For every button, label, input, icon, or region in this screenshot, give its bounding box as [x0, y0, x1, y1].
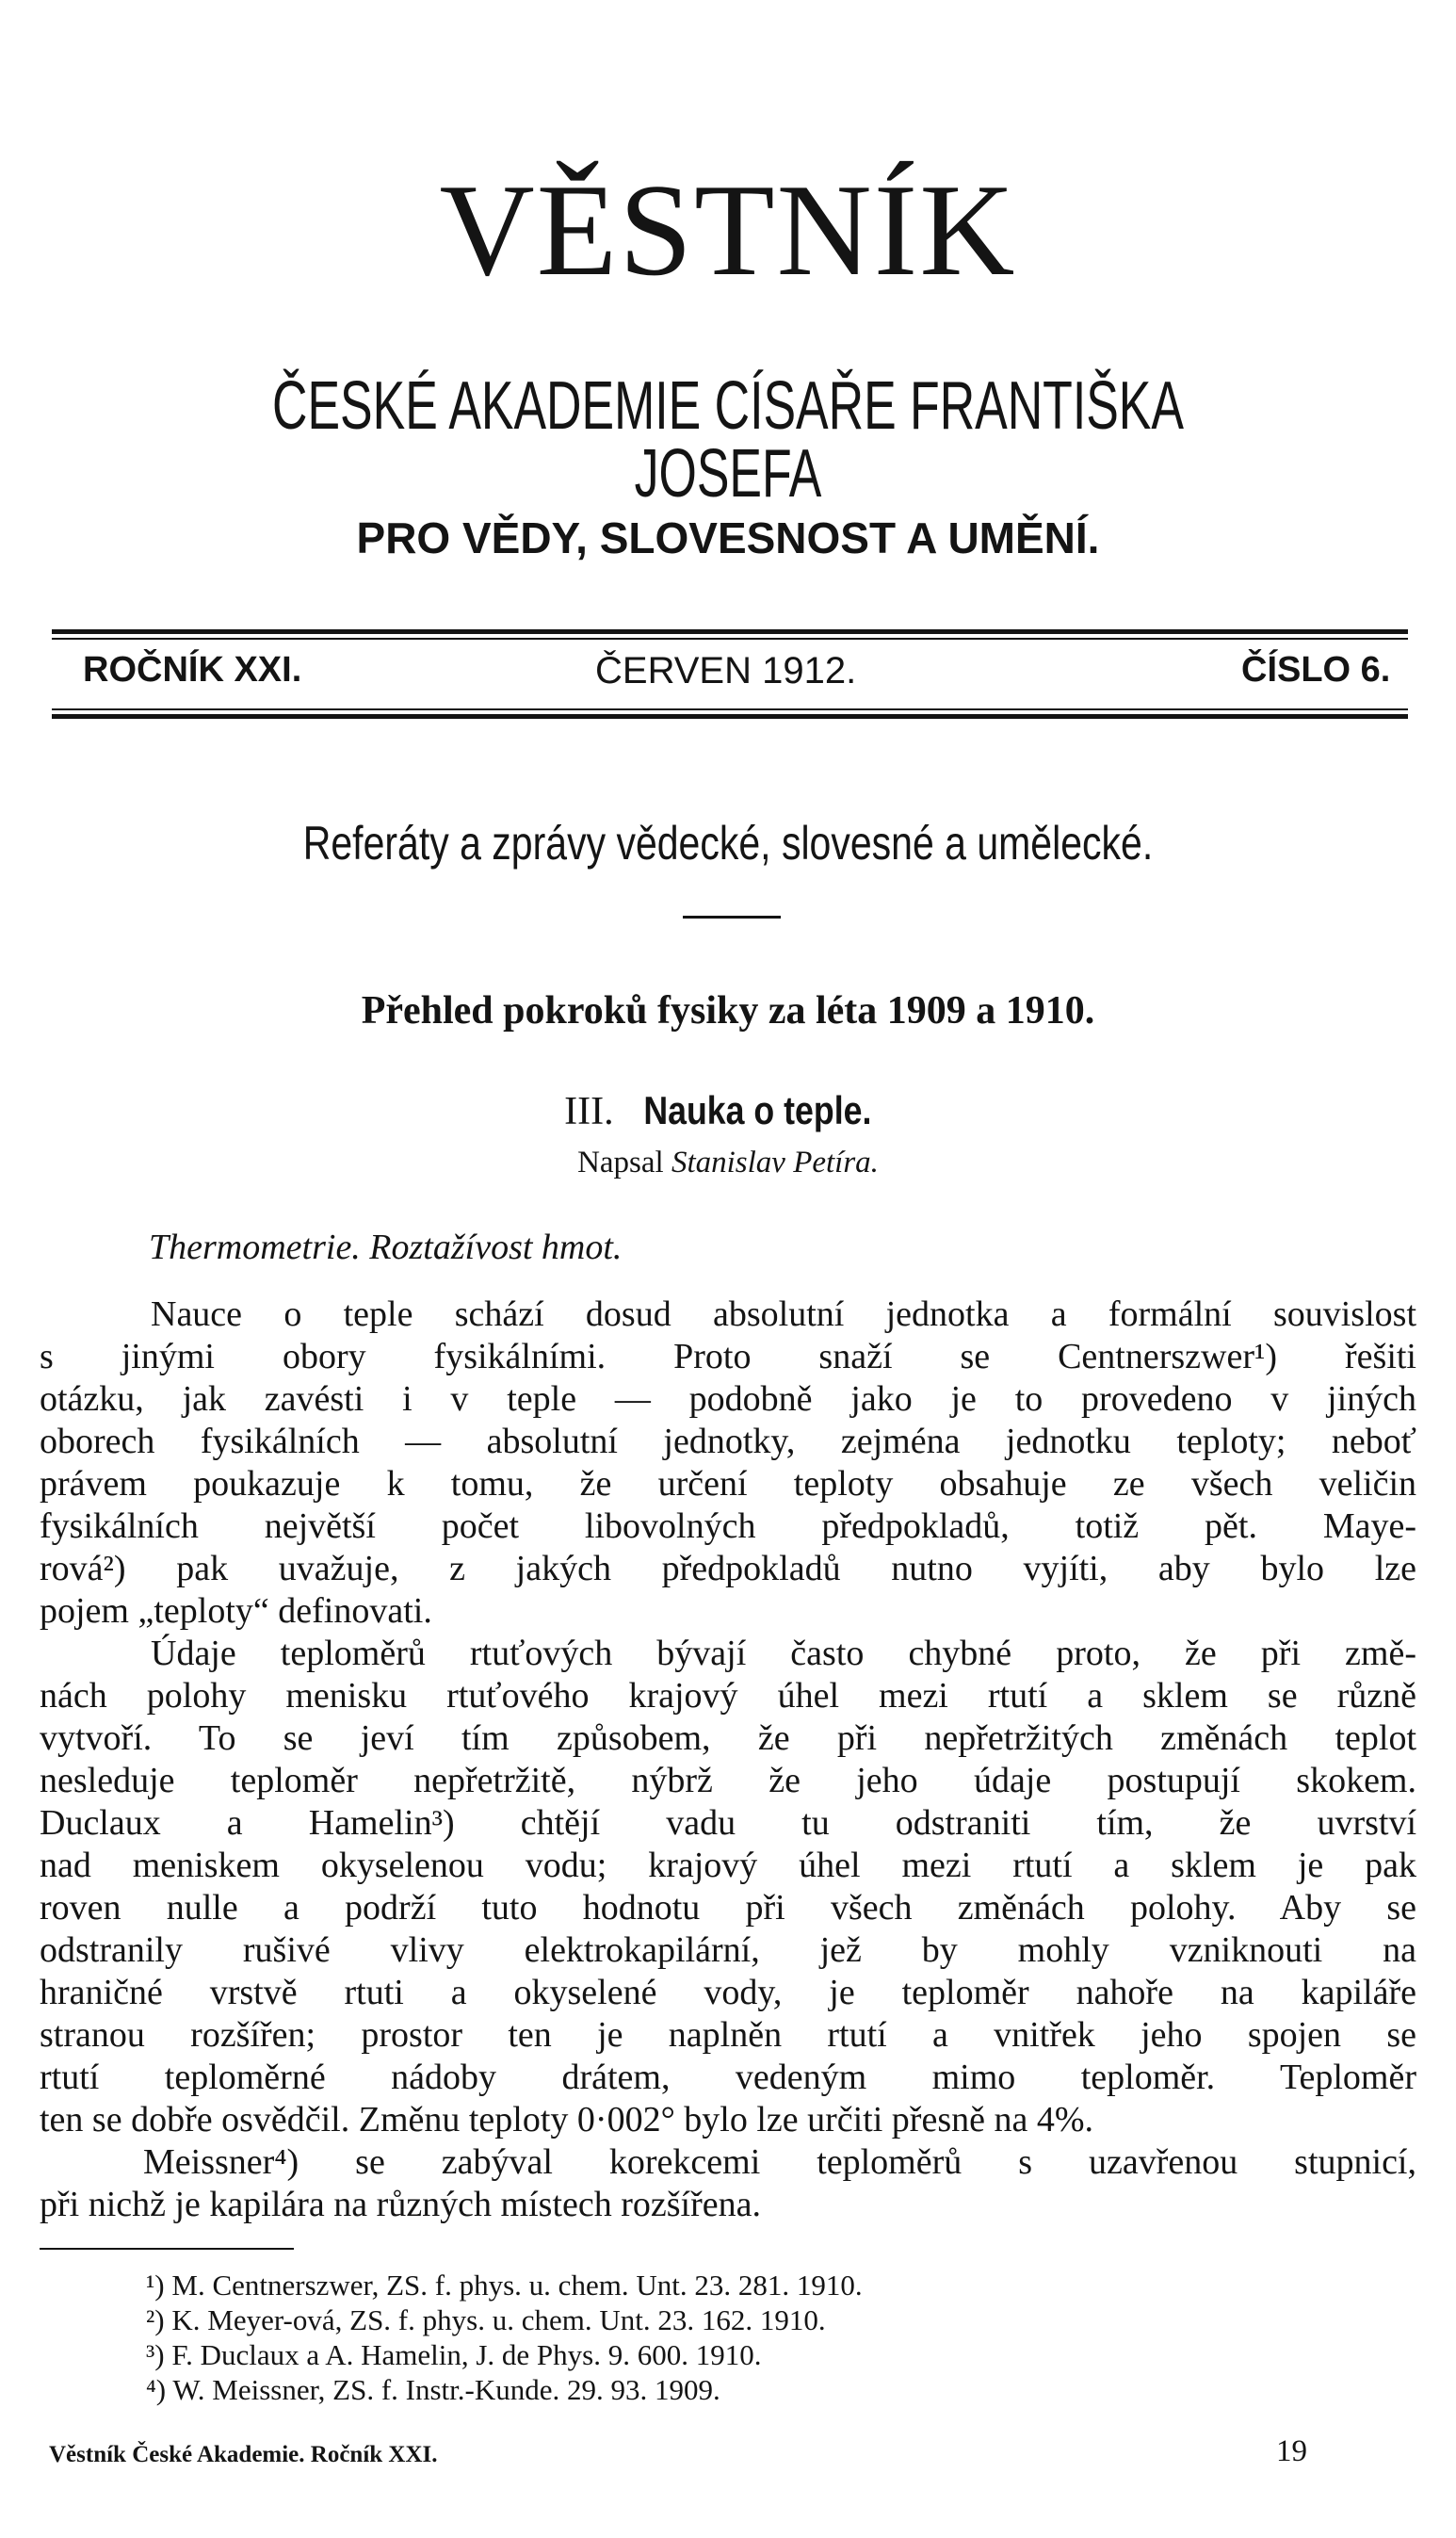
text-line: otázku, jak zavésti i v teple — podobně jako je to provedeno v jiných: [40, 1379, 1416, 1419]
text-line: při nichž je kapilára na různých místech rozšířena.: [40, 2185, 761, 2224]
text-line: Údaje teploměrů rtuťových bývají často chybné proto, že při změ-: [151, 1634, 1416, 1673]
footnote-mark: ¹): [146, 2269, 165, 2302]
section-divider: [683, 916, 781, 919]
footnote-rule: [40, 2248, 294, 2250]
section-title: Referáty a zprávy vědecké, slovesné a umělecké.: [302, 817, 1154, 870]
footnote-text: W. Meissner, ZS. f. Instr.-Kunde. 29. 93. 1909.: [172, 2373, 720, 2406]
text-line: stranou rozšířen; prostor ten je naplněn rtutí a vnitřek jeho spojen se: [40, 2015, 1416, 2055]
paragraph-1: [40, 1293, 1416, 1633]
issue-date: ČERVEN 1912.: [595, 650, 857, 691]
footnote-3: [146, 2337, 863, 2372]
journal-subtitle: PRO VĚDY, SLOVESNOST A UMĚNÍ.: [356, 513, 1100, 562]
journal-title: VĚSTNÍK: [439, 157, 1017, 303]
footnote-mark: ⁴): [146, 2373, 167, 2406]
text-line: fysikálních největší počet libovolných předpokladů, totiž pět. Maye-: [40, 1506, 1416, 1546]
running-footer: Věstník České Akademie. Ročník XXI.: [49, 2442, 438, 2467]
header-rule-bottom-thin: [52, 708, 1408, 710]
header-rule-top: [52, 629, 1408, 634]
chapter-number: III.: [564, 1090, 614, 1133]
page-number: 19: [1276, 2434, 1307, 2468]
chapter-title: Nauka o teple.: [643, 1088, 872, 1132]
footnote-2: [146, 2302, 863, 2337]
author-name: Stanislav Petíra.: [671, 1146, 879, 1180]
text-line: vytvoří. To se jeví tím způsobem, že při nepřetržitých změnách teplot: [40, 1718, 1416, 1758]
paragraph-2: [40, 1633, 1416, 2141]
footnote-text: F. Duclaux a A. Hamelin, J. de Phys. 9. 600. 1910.: [171, 2338, 762, 2371]
footnotes: [146, 2268, 863, 2407]
text-line: Duclaux a Hamelin³) chtějí vadu tu odstraniti tím, že uvrství: [40, 1803, 1416, 1843]
text-line: Nauce o teple schází dosud absolutní jednotka a formální souvislost: [151, 1294, 1416, 1334]
article-title: Přehled pokroků fysiky za léta 1909 a 1910.: [361, 989, 1095, 1033]
paragraph-3: [40, 2141, 1416, 2226]
footnote-1: [146, 2268, 863, 2302]
text-line: nad meniskem okyselenou vodu; krajový úhel mezi rtutí a sklem je pak: [40, 1846, 1416, 1885]
subheading: Thermometrie. Roztažívost hmot.: [149, 1228, 623, 1267]
footnote-text: K. Meyer-ová, ZS. f. phys. u. chem. Unt. 23. 162. 1910.: [171, 2303, 826, 2336]
footnote-4: [146, 2372, 863, 2407]
chapter-heading: [0, 1088, 1456, 1133]
text-line: oborech fysikálních — absolutní jednotky, zejména jednotku teploty; neboť: [40, 1422, 1416, 1461]
byline-prefix: Napsal: [577, 1146, 664, 1180]
text-line: rová²) pak uvažuje, z jakých předpokladů nutno vyjíti, aby bylo lze: [40, 1549, 1416, 1588]
text-line: s jinými obory fysikálními. Proto snaží se Centnerszwer¹) řešiti: [40, 1337, 1416, 1376]
text-line: hraničné vrstvě rtuti a okyselené vody, je teploměr nahoře na kapiláře: [40, 1973, 1416, 2012]
header-rule-bottom: [52, 714, 1408, 719]
text-line: nách polohy menisku rtuťového krajový úhel mezi rtutí a sklem se různě: [40, 1676, 1416, 1716]
header-rule-top-thin: [52, 638, 1408, 640]
text-line: rtutí teploměrné nádoby drátem, vedeným mimo teploměr. Teploměr: [40, 2058, 1416, 2097]
footnote-mark: ³): [146, 2338, 165, 2371]
text-line: ten se dobře osvědčil. Změnu teploty 0·002° bylo lze určiti přesně na 4%.: [40, 2100, 1093, 2139]
text-line: odstranily rušivé vlivy elektrokapilární, jež by mohly vzniknouti na: [40, 1930, 1416, 1970]
academy-name: ČESKÉ AKADEMIE CÍSAŘE FRANTIŠKA JOSEFA: [272, 368, 1184, 512]
issue-number: ČÍSLO 6.: [1241, 650, 1391, 690]
text-line: nesleduje teploměr nepřetržitě, nýbrž že jeho údaje postupují skokem.: [40, 1761, 1416, 1800]
text-line: roven nulle a podrží tuto hodnotu při všech změnách polohy. Aby se: [40, 1888, 1416, 1928]
byline: [0, 1147, 1456, 1179]
text-line: Meissner⁴) se zabýval korekcemi teploměrů s uzavřenou stupnicí,: [143, 2142, 1416, 2182]
footnote-mark: ²): [146, 2303, 165, 2336]
text-line: právem poukazuje k tomu, že určení teploty obsahuje ze všech veličin: [40, 1464, 1416, 1504]
footnote-text: M. Centnerszwer, ZS. f. phys. u. chem. Unt. 23. 281. 1910.: [171, 2269, 863, 2302]
text-line: pojem „teploty“ definovati.: [40, 1591, 432, 1631]
volume-label: ROČNÍK XXI.: [83, 650, 302, 690]
